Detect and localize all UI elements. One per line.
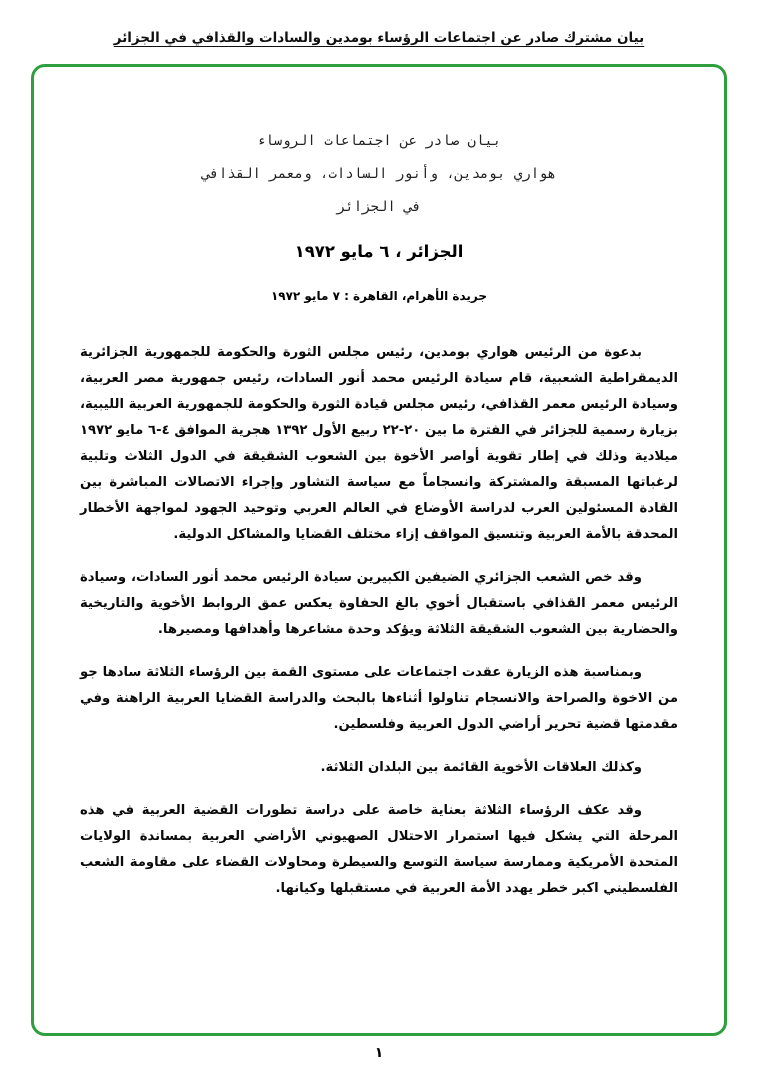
body-paragraph-1: بدعوة من الرئيس هواري بومدين، رئيس مجلس الثورة والحكومة للجمهورية الجزائرية الديمقراطية الشعبية، قام سيادة الرئيس محمد أنور السادات، رئيس جمهورية مصر العربية، وسيادة الرئيس معمر القذافي، رئيس مجلس قيادة الثورة والحكومة للجمهورية العربية الليبية، بزيارة رسمية للجزائر في الفترة ما بين ٢٠-٢٢ ربيع الأول ١٣٩٢ هجرية الموافق ٤-٦ مايو ١٩٧٢ ميلادية وذلك في إطار تقوية أواصر الأخوة بين الشعوب الشقيقة في الدول الثلاث وتلبية لرغباتها المسبقة والمشتركة وانسجاماً مع سياسة التشاور وإجراء الاتصالات المباشرة بين القادة المسئولين العرب لدراسة الأوضاع في العالم العربي وتوحيد الجهود لمواجهة الأخطار المحدقة بالأمة العربية وتنسيق المواقف إزاء مختلف القضايا والمشاكل الدولية. <box>80 345 678 542</box>
page-number: ١ <box>374 1045 384 1061</box>
body-paragraph-2: وقد خص الشعب الجزائري الضيفين الكبيرين سيادة الرئيس محمد أنور السادات، وسيادة الرئيس معمر القذافي باستقبال أخوي بالغ الحفاوة يعكس عمق الروابط الأخوية والتاريخية والحضارية بين الشعوب الشقيقة الثلاثة ويؤكد وحدة مشاعرها وأهدافها ومصيرها. <box>80 570 678 637</box>
body-paragraph-4: وكذلك العلاقات الأخوية القائمة بين البلدان الثلاثة. <box>320 760 642 775</box>
body-paragraph-3: وبمناسبة هذه الزيارة عقدت اجتماعات على مستوى القمة بين الرؤساء الثلاثة سادها جو من الاخوة والصراحة والانسجام تناولوا أثناءها بالبحث والدراسة القضايا العربية الراهنة وفي مقدمتها قضية تحرير أراضي الدول العربية وفلسطين. <box>80 665 678 732</box>
page-header-title: بيان مشترك صادر عن اجتماعات الرؤساء بومدين والسادات والقذافي في الجزائر <box>113 30 645 46</box>
document-title-line-3: في الجزائر <box>336 199 422 215</box>
document-title-line-2: هواري بومدين، وأنور السادات، ومعمر القذافي <box>201 166 556 182</box>
source-citation: جريدة الأهرام، القاهرة : ٧ مايو ١٩٧٢ <box>270 289 488 303</box>
body-paragraph-5: وقد عكف الرؤساء الثلاثة بعناية خاصة على دراسة تطورات القضية العربية في هذه المرحلة التي يشكل فيها استمرار الاحتلال الصهيوني الأراضي العربية بمساندة الولايات المتحدة الأمريكية وممارسة سياسة التوسع والسيطرة ومحاولات القضاء على مقاومة الشعب الفلسطيني اكبر خطر يهدد الأمة العربية في مستقبلها وكيانها. <box>80 803 678 896</box>
document-title-line-1: بيان صادر عن اجتماعات الروساء <box>256 133 502 149</box>
dateline: الجزائر ، ٦ مايو ١٩٧٢ <box>294 242 464 261</box>
document-frame <box>31 64 727 1036</box>
document-title-block <box>80 125 678 224</box>
document-body <box>80 340 678 902</box>
